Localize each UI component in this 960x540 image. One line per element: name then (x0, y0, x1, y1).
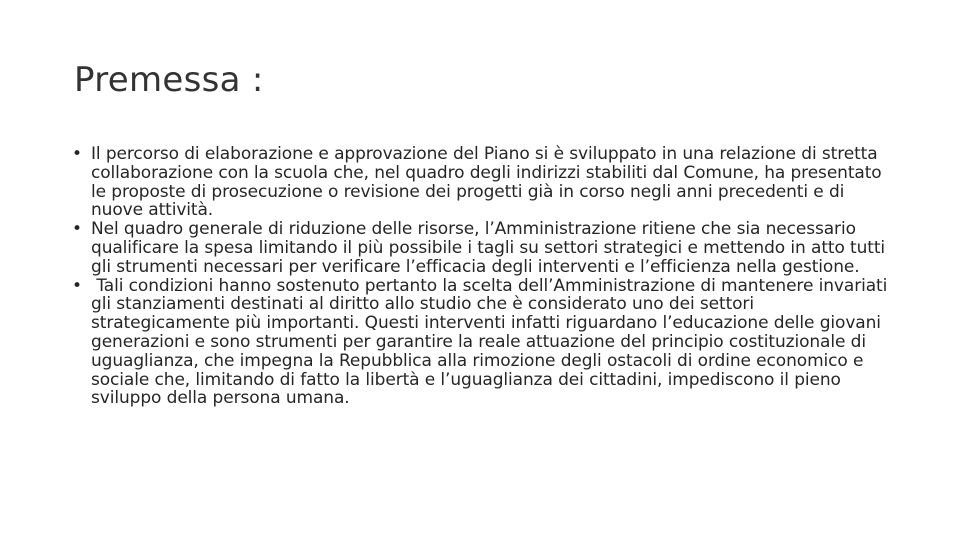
bullet-icon: • (72, 219, 82, 240)
bullet-item (72, 145, 890, 220)
bullet-icon: • (72, 275, 82, 296)
bullet-icon: • (72, 144, 82, 164)
bullet-item (72, 220, 890, 276)
bullet-list (72, 144, 893, 409)
slide-title: Premessa : (74, 60, 264, 100)
bullet-text: Tali condizioni hanno sostenuto pertanto la scelta dell’Amministrazione di mantenere invariati gli stanziamenti destinati al diritto allo studio che è considerato uno dei settori strategicamente più importanti. Questi interventi infatti riguardano l’educazione delle giovani generazioni e sono strumenti per garantire la reale attuazione del principio costituzionale di uguaglianza, che impegna la Repubblica alla rimozione degli ostacoli di ordine economico e sociale che, limitando di fatto la libertà e l’uguaglianza dei cittadini, impediscono il pieno sviluppo della persona umana. (91, 275, 893, 409)
bullet-text: Nel quadro generale di riduzione delle risorse, l’Amministrazione ritiene che sia necessario qualificare la spesa limitando il più possibile i tagli su settori strategici e mettendo in atto tutti gli strumenti necessari per verificare l’efficacia degli interventi e l’efficienza nella gestione. (91, 219, 886, 277)
bullet-text: Il percorso di elaborazione e approvazione del Piano si è sviluppato in una relazione di stretta collaborazione con la scuola che, nel quadro degli indirizzi stabiliti dal Comune, ha presentato le proposte di prosecuzione o revisione dei progetti già in corso negli anni precedenti e di nuove attività. (91, 144, 882, 221)
bullet-item (72, 275, 893, 409)
